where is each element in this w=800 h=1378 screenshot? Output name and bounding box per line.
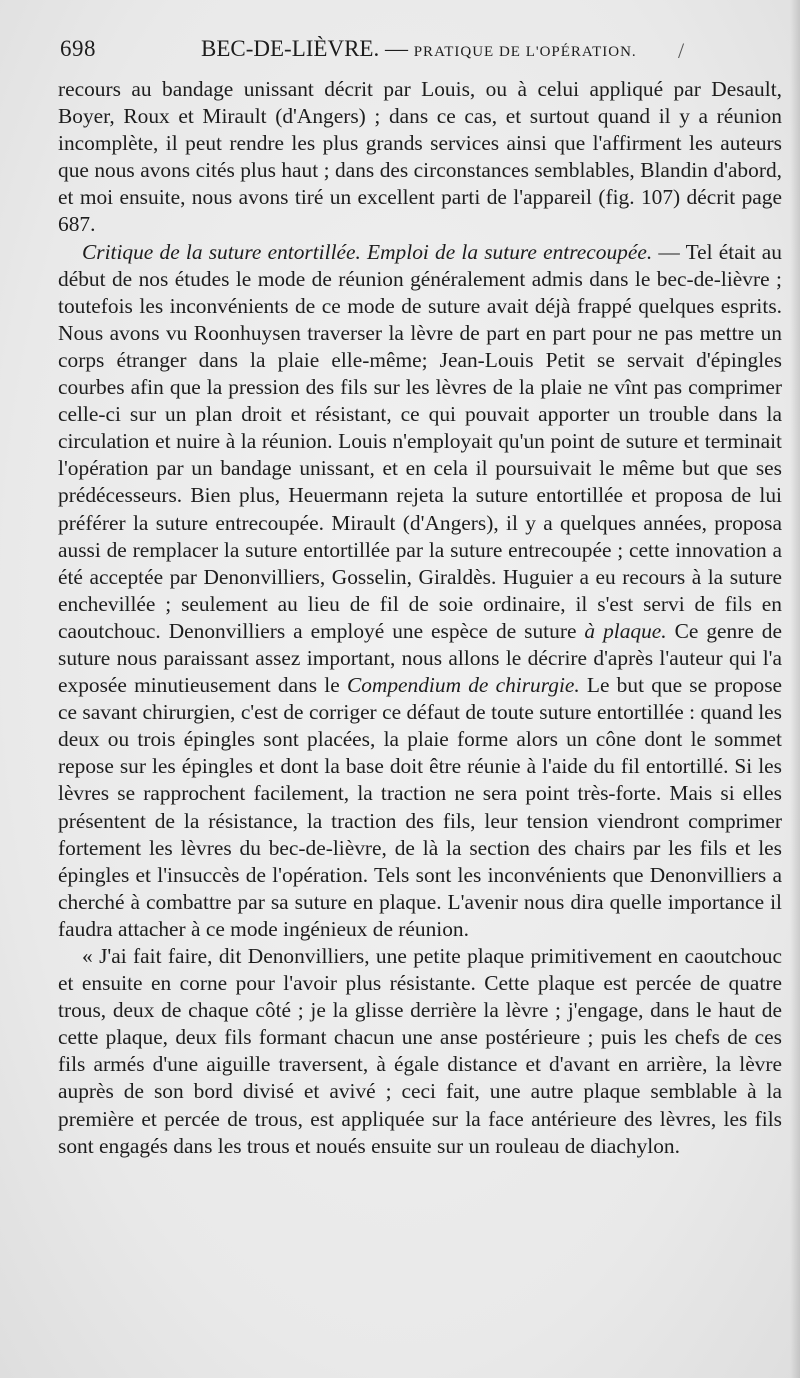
title-dash: — <box>384 36 408 61</box>
paragraph-critique-text-e: Le but que se propose ce savant chirurgien, c'est de corriger ce défaut de toute suture entortillée : quand les deux ou trois épingles sont placées, la plaie forme alors un cône dont le sommet repose sur les épingles et dont la base doit être réunie à l'aide du fil entortillé. Si les lèvres se rapprochent facilement, la traction ne sera point très-forte. Mais si elles présentent de la résistance, la traction des fils, leur tension viendront comprimer fortement les lèvres du bec-de-lièvre, de là la section des chairs par les fils et les épingles et l'insuccès de l'opération. Tels sont les inconvénients que Denonvilliers a cherché à combattre par sa suture en plaque. L'avenir nous dira quelle importance il faudra attacher à ce mode ingénieux de réunion. <box>58 673 783 941</box>
running-header <box>58 36 758 66</box>
paragraph-quotation: « J'ai fait faire, dit Denonvilliers, une petite plaque primitivement en caoutchouc et ensuite en corne pour l'avoir plus résistante. Cette plaque est percée de quatre trous, deux de chaque côté ; je la glisse derrière la lèvre ; j'engage, dans le haut de cette plaque, deux fils formant chacun une anse postérieure ; puis les chefs de ces fils armés d'une aiguille traversent, à égale distance et d'avant en arrière, la lèvre auprès de son bord divisé et avivé ; ceci fait, une autre plaque semblable à la première et percée de trous, est appliquée sur la face antérieure des lèvres, les fils sont engagés dans les trous et noués ensuite sur un rouleau de diachylon. <box>58 944 782 1158</box>
italic-compendium: Compendium de chirurgie. <box>346 673 580 698</box>
page-number: 698 <box>60 36 96 61</box>
title-main: BEC-DE-LIÈVRE. <box>201 36 380 61</box>
page-edge-shadow <box>790 0 800 1378</box>
italic-a-plaque: à plaque. <box>584 618 667 643</box>
title-section: PRATIQUE DE L'OPÉRATION. <box>413 44 637 60</box>
paragraph-critique <box>58 239 782 943</box>
section-heading: Critique de la suture entortillée. Emploi de la suture entrecoupée. <box>82 239 653 264</box>
paragraph-critique-text-c: Ce genre de suture nous paraissant assez important, nous allons le décrire d'après l'auteur qui l'a exposée minutieusement dans le <box>58 618 782 698</box>
running-title <box>201 36 637 62</box>
margin-slash-mark: / <box>678 38 685 63</box>
paragraph-continuation: recours au bandage unissant décrit par Louis, ou à celui appliqué par Desault, Boyer, Roux et Mirault (d'Angers) ; dans ce cas, et surtout quand il y a réunion incomplète, il peut rendre les plus grands services ainsi que l'affirment les auteurs que nous avons cités plus haut ; dans des circonstances semblables, Blandin d'abord, et moi ensuite, nous avons tiré un excellent parti de l'appareil (fig. 107) décrit page 687. <box>58 77 782 237</box>
main-text <box>58 76 782 1160</box>
paragraph-critique-text-a: — Tel était au début de nos études le mode de réunion généralement admis dans le bec-de-lièvre ; toutefois les inconvénients de ce mode de suture avait déjà frappé quelques esprits. Nous avons vu Roonhuysen traverser la lèvre de part en part pour ne pas mettre un corps étranger dans la plaie elle-même; Jean-Louis Petit se servait d'épingles courbes afin que la pression des fils sur les lèvres de la plaie ne vînt pas comprimer celle-ci sur un plan droit et résistant, ce qui pouvait apporter un trouble dans la circulation et nuire à la réunion. Louis n'employait qu'un point de suture et terminait l'opération par un bandage unissant, et en cela il poursuivait le même but que ses prédécesseurs. Bien plus, Heuermann rejeta la suture entortillée et proposa de lui préférer la suture entrecoupée. Mirault (d'Angers), il y a quelques années, proposa aussi de remplacer la suture entortillée par la suture entrecoupée ; cette innovation a été acceptée par Denonvilliers, Gosselin, Giraldès. Huguier a eu recours à la suture enchevillée ; seulement au lieu de fil de soie ordinaire, il s'est servi de fils en caoutchouc. Denonvilliers a employé une espèce de suture <box>58 239 782 643</box>
